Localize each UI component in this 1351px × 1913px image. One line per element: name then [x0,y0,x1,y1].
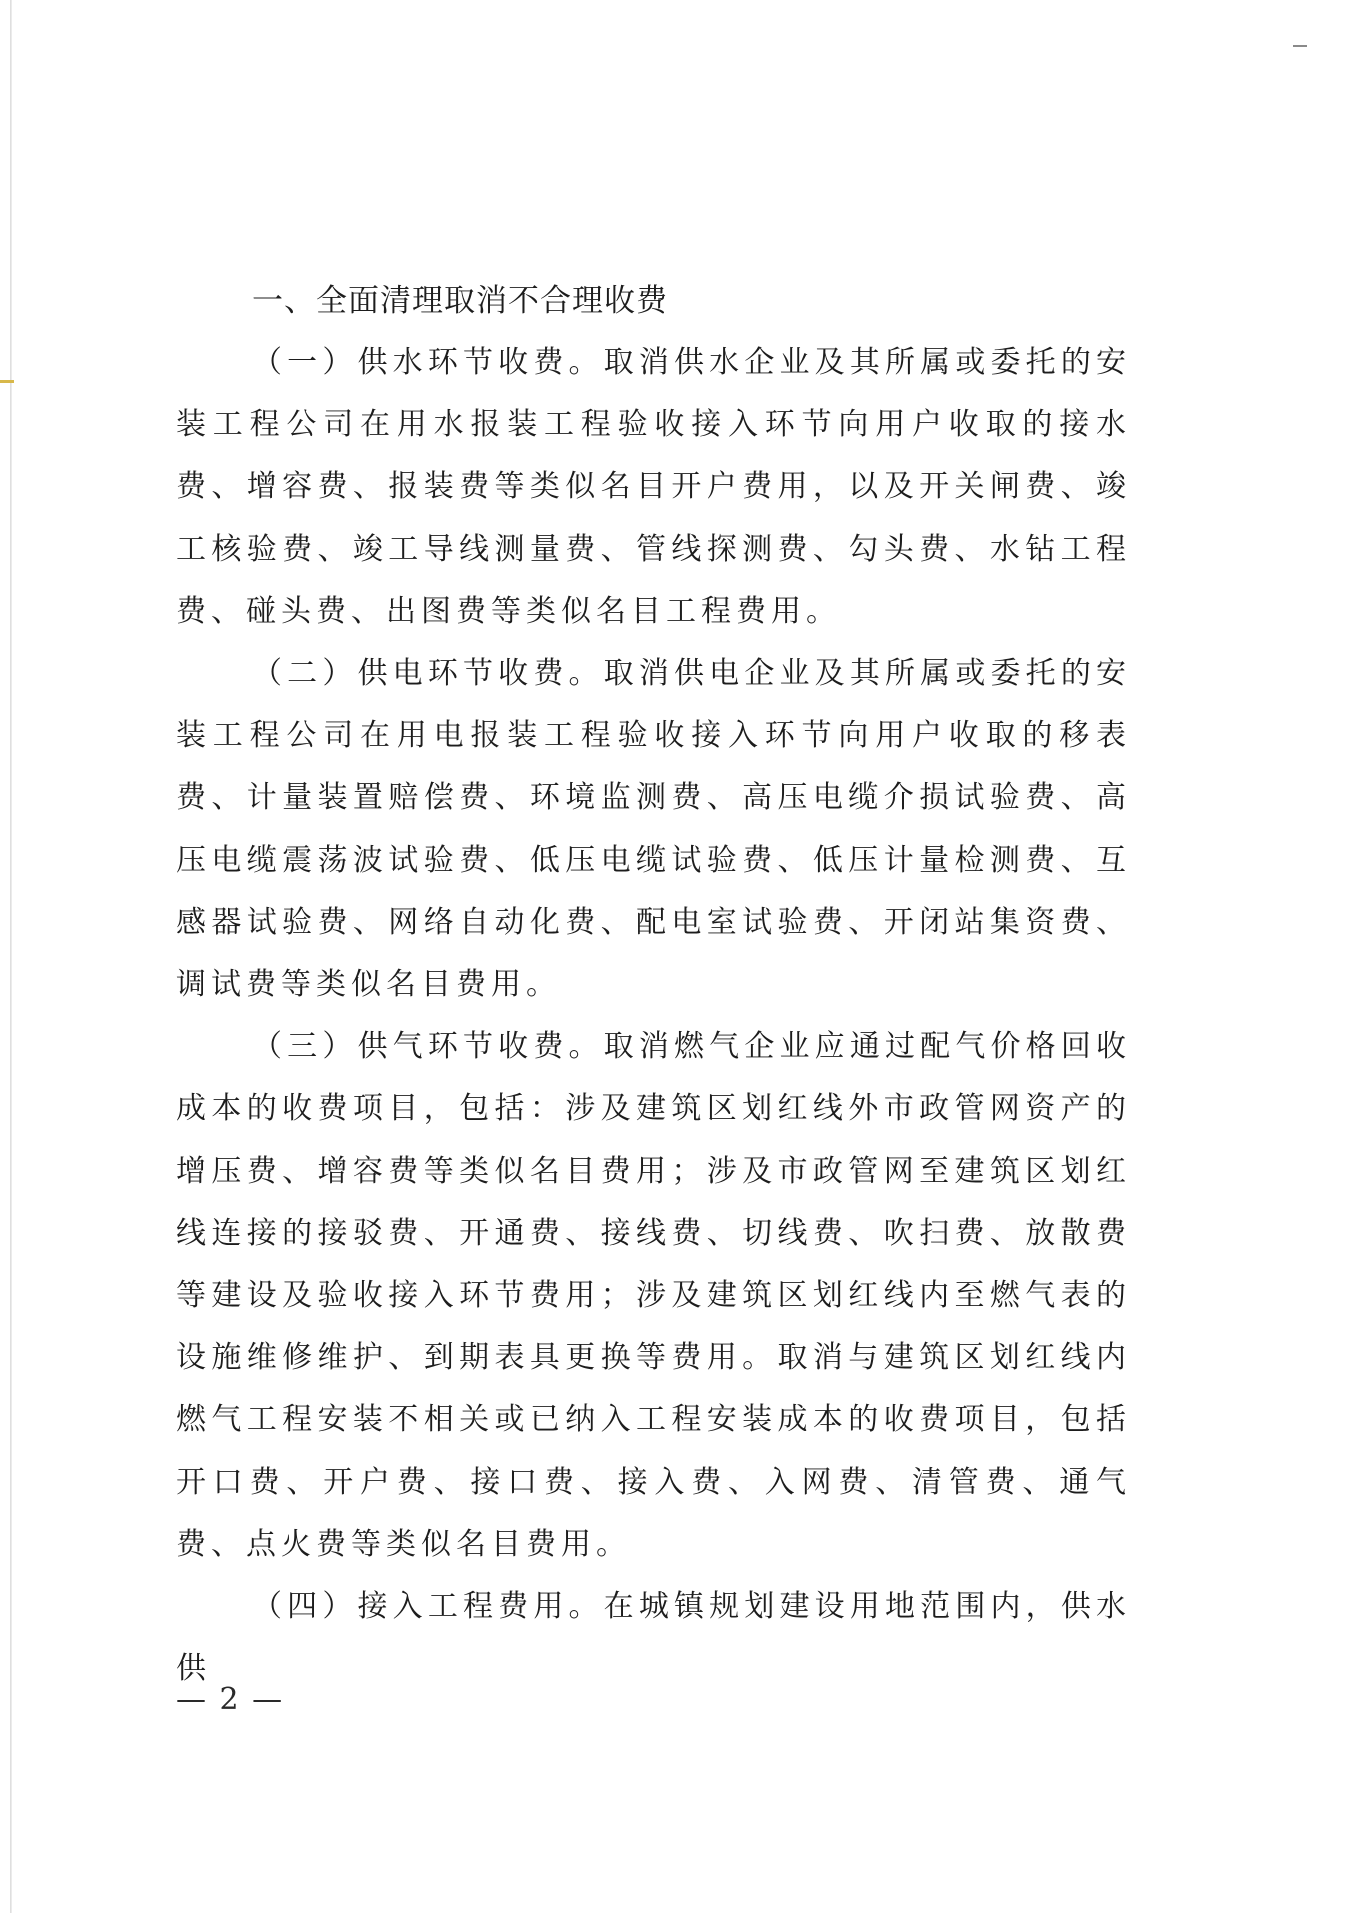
paragraph-water [176,332,1131,643]
paragraph-gas [176,1016,1131,1576]
paragraph-text: 。取消燃气企业应通过配气价格回收成本的收费项目，包括：涉及建筑区划红线外市政管网资产的增压费、增容费等类似名目费用；涉及市政管网至建筑区划红线连接的接驳费、开通费、接线费、切线费、吹扫费、放散费等建设及验收接入环节费用；涉及建筑区划红线内至燃气表的设施维修维护、到期表具更换等费用。取消与建筑区划红线内燃气工程安装不相关或已纳入工程安装成本的收费项目，包括开口费、开户费、接口费、接入费、入网费、清管费、通气费、点火费等类似名目费用。 [176,1029,1131,1562]
paragraph-lead: （二）供电环节收费 [252,656,569,692]
paragraph-text: 。在城镇规划建设用地范围内，供水供 [176,1589,1131,1687]
paragraph-text: 。取消供水企业及其所属或委托的安装工程公司在用水报装工程验收接入环节向用户收取的接水费、增容费、报装费等类似名目开户费用，以及开关闸费、竣工核验费、竣工导线测量费、管线探测费、勾头费、水钻工程费、碰头费、出图费等类似名目工程费用。 [176,345,1131,629]
page-number: — 2 — [176,1682,285,1717]
binder-mark [0,380,14,383]
paragraph-power [176,643,1131,1016]
paragraph-access [176,1576,1131,1700]
paragraph-lead: （四）接入工程费用 [252,1589,569,1625]
paragraph-text: 。取消供电企业及其所属或委托的安装工程公司在用电报装工程验收接入环节向用户收取的移表费、计量装置赔偿费、环境监测费、高压电缆介损试验费、高压电缆震荡波试验费、低压电缆试验费、低压计量检测费、互感器试验费、网络自动化费、配电室试验费、开闭站集资费、调试费等类似名目费用。 [176,656,1131,1003]
paragraph-lead: （三）供气环节收费 [252,1029,569,1065]
scan-edge [10,0,12,1913]
paragraph-lead: （一）供水环节收费 [252,345,569,380]
document-body [176,270,1131,1700]
section-heading: 一、全面清理取消不合理收费 [252,283,668,319]
corner-mark [1293,45,1307,47]
